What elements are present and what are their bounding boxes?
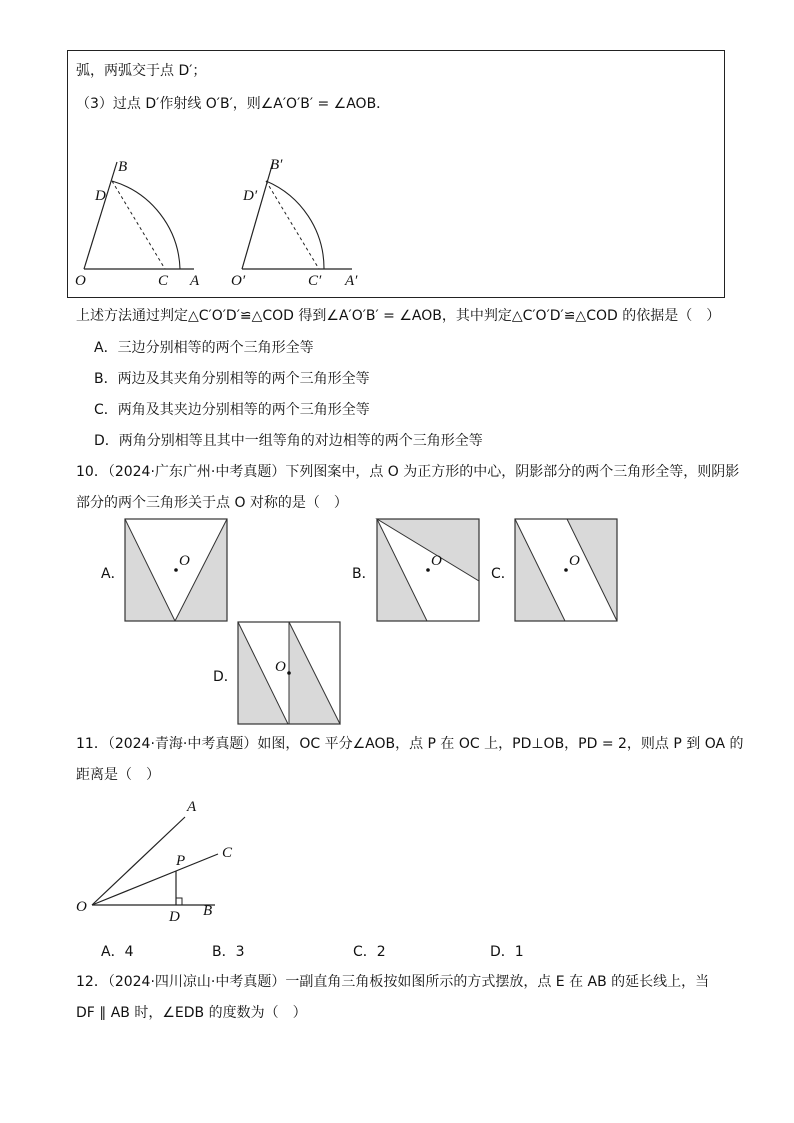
q10-label-c: C． — [491, 566, 515, 582]
q11-label-P: P — [176, 853, 186, 869]
q11-label-C: C — [222, 845, 233, 861]
q12-line-2: DF ∥ AB 时，∠EDB 的度数为（ ） — [76, 1005, 307, 1021]
q10-d-center-label: O — [275, 659, 286, 675]
label-B-prime: B′ — [270, 157, 283, 173]
q10-figure-c — [515, 519, 619, 623]
q9-option-c: C．两角及其夹边分别相等的两个三角形全等 — [94, 402, 370, 418]
q11-label-B: B — [203, 903, 213, 919]
label-O-prime: O′ — [231, 273, 246, 289]
q11-label-O: O — [76, 899, 87, 915]
q10-figure-d — [238, 622, 342, 726]
label-B: B — [118, 159, 128, 175]
q9-option-b: B．两边及其夹角分别相等的两个三角形全等 — [94, 371, 370, 387]
q10-a-center-label: O — [179, 553, 190, 569]
q10-label-a: A． — [101, 566, 125, 582]
q10-label-b: B． — [352, 566, 376, 582]
q9-option-d: D．两角分别相等且其中一组等角的对边相等的两个三角形全等 — [94, 433, 483, 449]
construction-figure-left — [70, 155, 210, 289]
q10-b-center-label: O — [431, 553, 442, 569]
q11-label-D: D — [169, 909, 180, 925]
q10-line-1: 10．（2024·广东广州·中考真题）下列图案中，点 O 为正方形的中心，阴影部分的两个三角形全等，则阴影 — [76, 464, 740, 480]
q12-line-1: 12．（2024·四川凉山·中考真题）一副直角三角板按如图所示的方式摆放，点 E 在 AB 的延长线上，当 — [76, 974, 710, 990]
q9-option-a: A．三边分别相等的两个三角形全等 — [94, 340, 314, 356]
construction-figure-right — [228, 155, 368, 289]
q10-c-center-label: O — [569, 553, 580, 569]
q11-line-1: 11．（2024·青海·中考真题）如图，OC 平分∠AOB，点 P 在 OC 上，PD⊥OB，PD = 2，则点 P 到 OA 的 — [76, 736, 744, 752]
q10-figure-a — [125, 519, 229, 623]
label-A: A — [190, 273, 200, 289]
q11-option-c: C．2 — [353, 944, 386, 960]
box-line-1: 弧，两弧交于点 D′； — [76, 63, 207, 79]
q10-figure-b — [377, 519, 481, 623]
q11-figure — [72, 795, 252, 925]
box-line-2: （3）过点 D′作射线 O′B′，则∠A′O′B′ = ∠AOB． — [76, 96, 391, 112]
q11-option-a: A．4 — [101, 944, 134, 960]
q11-option-b: B．3 — [212, 944, 245, 960]
q10-line-2: 部分的两个三角形关于点 O 对称的是（ ） — [76, 495, 348, 511]
q11-line-2: 距离是（ ） — [76, 767, 160, 783]
label-D-prime: D′ — [243, 188, 258, 204]
label-O: O — [75, 273, 86, 289]
label-C-prime: C′ — [308, 273, 322, 289]
label-C: C — [158, 273, 169, 289]
q11-option-d: D．1 — [490, 944, 524, 960]
q10-label-d: D． — [213, 669, 238, 685]
label-A-prime: A′ — [345, 273, 358, 289]
q9-stem: 上述方法通过判定△C′O′D′≌△COD 得到∠A′O′B′ = ∠AOB，其中判定△C′O′D′≌△COD 的依据是（ ） — [76, 308, 721, 324]
label-D: D — [95, 188, 106, 204]
q11-label-A: A — [187, 799, 197, 815]
